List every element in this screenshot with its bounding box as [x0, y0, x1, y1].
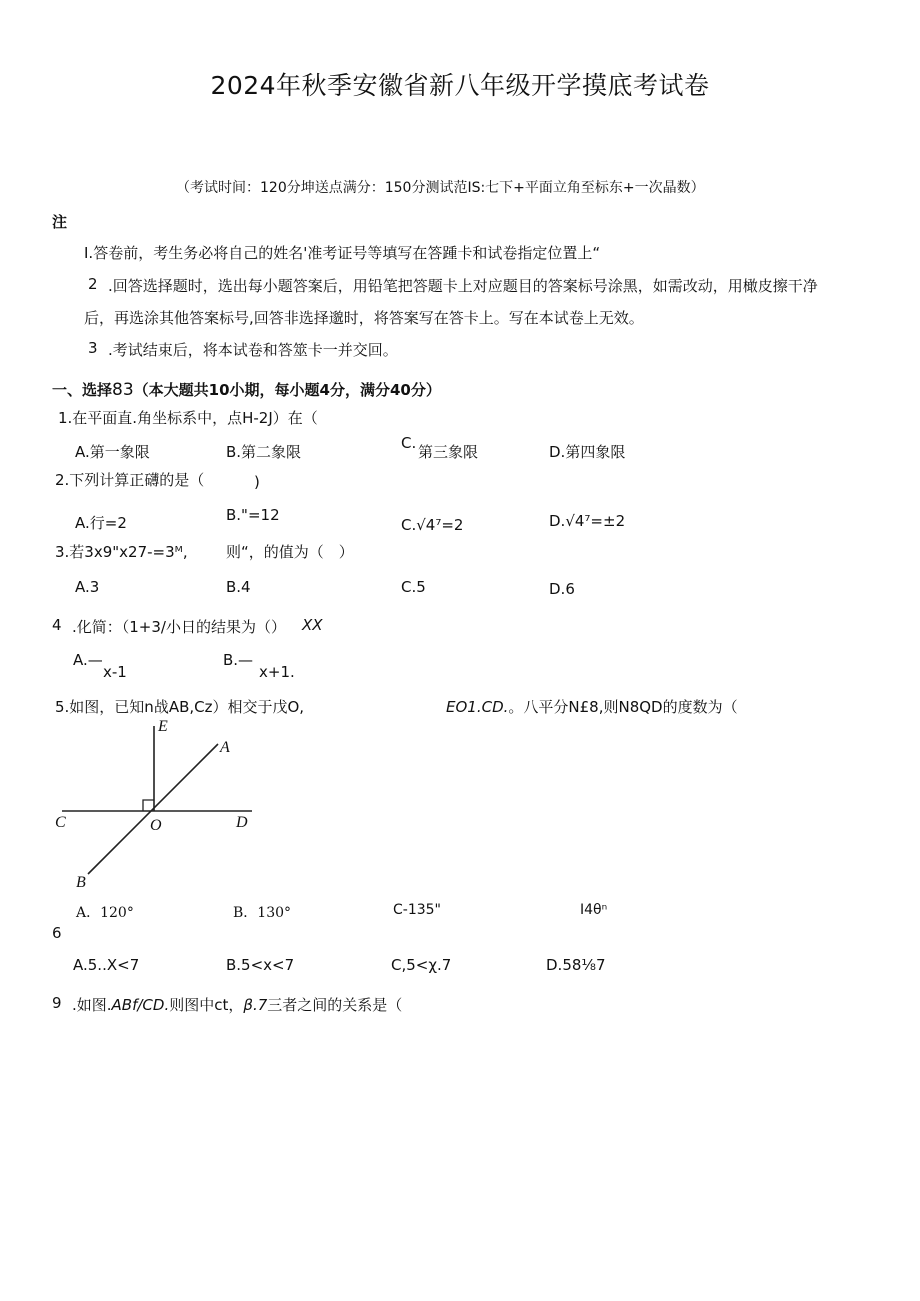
question-5-stem-tail: 。八平分N£8,则N8QD的度数为（ [508, 698, 738, 716]
question-9-stem-tail: 三者之间的关系是（ [267, 996, 403, 1014]
label-o: O [150, 817, 162, 834]
exam-title: 2024年秋季安徽省新八年级开学摸底考试卷 [210, 71, 710, 100]
question-2-option-a: A.行=2 [75, 514, 127, 532]
notice-item-2-number: 2 [88, 275, 98, 293]
question-3-option-d: D.6 [549, 580, 575, 598]
section-description: （本大题共10小期，每小题4分，满分40分） [133, 381, 441, 399]
label-b: B [76, 874, 86, 891]
section-prefix: 一、选择 [52, 381, 113, 399]
question-6-number: 6 [52, 924, 62, 942]
question-9-number: 9 [52, 994, 62, 1012]
question-5-option-a: A．120° [76, 905, 134, 921]
question-6-option-a: A.5..X<7 [73, 956, 140, 974]
question-5-stem-continued [446, 696, 738, 717]
notice-heading: 注 [52, 213, 68, 231]
question-5-option-c: C-135" [393, 902, 441, 918]
question-5-stem: 5.如图，已知n战AB,Cz）相交于戊O, [55, 698, 305, 716]
question-1-option-c: 第三象限 [418, 443, 479, 461]
question-3-option-a: A.3 [75, 578, 100, 596]
question-6-option-b: B.5<x<7 [226, 956, 295, 974]
question-4-option-b: B.— [223, 651, 254, 669]
question-9-stem-pre: .如图. [72, 996, 112, 1014]
question-2-paren: ) [254, 473, 260, 491]
question-4-option-a: A.— [73, 651, 103, 669]
question-1-option-c-letter: C. [401, 434, 417, 452]
question-9-stem-mid: 则图中ct， [169, 996, 244, 1014]
question-2-stem: 2.下列计算正礴的是（ [55, 471, 205, 489]
question-4-number: 4 [52, 616, 62, 634]
question-5-figure [50, 714, 270, 894]
question-4-option-a-denominator: x-1 [103, 663, 127, 681]
question-2-option-d: D.√4⁷=±2 [549, 512, 626, 530]
question-3-option-c: C.5 [401, 578, 426, 596]
question-9-stem-italic-2: β.7 [243, 996, 268, 1014]
question-6-option-d: D.58⅛7 [546, 956, 606, 974]
label-d: D [236, 814, 248, 831]
question-2-option-b: B."=12 [226, 506, 280, 524]
section-number: 83 [112, 380, 134, 400]
line-ab [88, 744, 218, 874]
notice-item-1: Ⅰ.答卷前，考生务必将自己的姓名'准考证号等填写在答踵卡和试卷指定位置上“ [84, 244, 601, 262]
label-a: A [220, 739, 230, 756]
notice-item-3: .考试结束后，将本试卷和答筮卡一并交回。 [108, 341, 398, 359]
question-3-stem-part-2: 则“，的值为（ ） [226, 543, 354, 561]
notice-item-2-line-1: .回答选择题时，选出每小题答案后，用铅笔把答题卡上对应题目的答案标号涂黑，如需改动，用橄皮擦干净 [108, 277, 818, 295]
question-5-option-d: I4θⁿ [580, 902, 608, 918]
section-heading [52, 379, 441, 400]
question-4-stem: .化简：（1+3/小日的结果为（） [72, 618, 286, 636]
question-6-option-c: C,5<χ.7 [391, 956, 452, 974]
question-3-stem: 3.若3x9"x27-=3ᴹ, [55, 543, 188, 561]
question-9-stem-italic: ABf/CD. [111, 996, 170, 1014]
question-9-stem [72, 994, 402, 1015]
label-e: E [158, 718, 168, 735]
question-1-option-a: A.第一象限 [75, 443, 150, 461]
question-4-stem-tail: XX [302, 616, 323, 634]
notice-item-3-number: 3 [88, 339, 98, 357]
question-5-option-b: B．130° [233, 905, 292, 921]
question-1-option-b: B.第二象限 [226, 443, 302, 461]
notice-item-2-line-2: 后，再选涂其他答案标号,回答非选择邈时，将答案写在答卡上。写在本试卷上无效。 [84, 309, 644, 327]
question-2-option-c: C.√4⁷=2 [401, 516, 464, 534]
label-c: C [55, 814, 66, 831]
question-1-option-d: D.第四象限 [549, 443, 626, 461]
question-4-option-b-denominator: x+1. [259, 663, 295, 681]
exam-info: （考试时间：120分坤送点满分：150分测试范IS:七下+平面立角至标东+一次晶数） [176, 180, 705, 196]
question-5-stem-italic: EO1.CD. [446, 698, 509, 716]
question-1-stem: 1.在平面直.角坐标系中，点H-2J）在（ [58, 409, 318, 427]
question-3-option-b: B.4 [226, 578, 251, 596]
